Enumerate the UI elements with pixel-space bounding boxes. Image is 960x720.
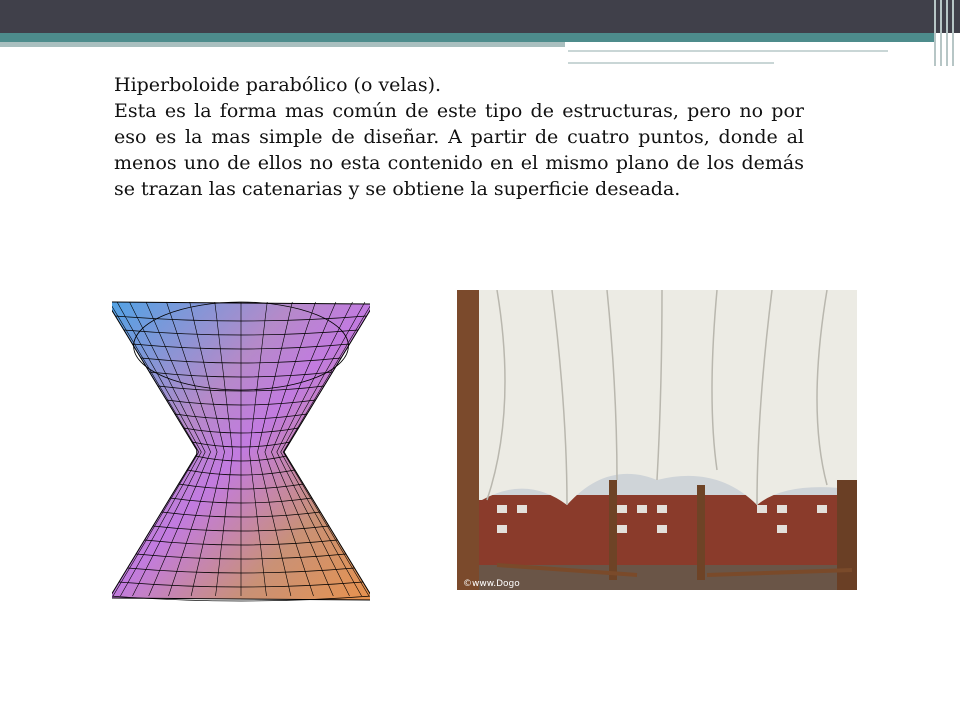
hyperboloid-illustration [112,282,370,618]
accent-band-secondary [0,42,565,47]
slide-heading: Hiperboloide parabólico (o velas). [114,74,442,96]
photo-watermark: ©www.Dogo [463,579,520,589]
decorative-line [568,62,774,64]
accent-band [0,33,935,42]
decorative-line [568,50,888,52]
top-bar [0,0,960,33]
slide-body [114,72,804,202]
tensile-structure-photo [457,290,857,590]
decorative-vertical-lines [930,0,960,66]
slide-paragraph: Esta es la forma mas común de este tipo de estructuras, pero no por eso es la mas simple de diseñar. A partir de cuatro puntos, donde al menos uno de ellos no esta contenido en el mismo plano de los demás se trazan las catenarias y se obtiene la superficie deseada. [114,100,804,200]
